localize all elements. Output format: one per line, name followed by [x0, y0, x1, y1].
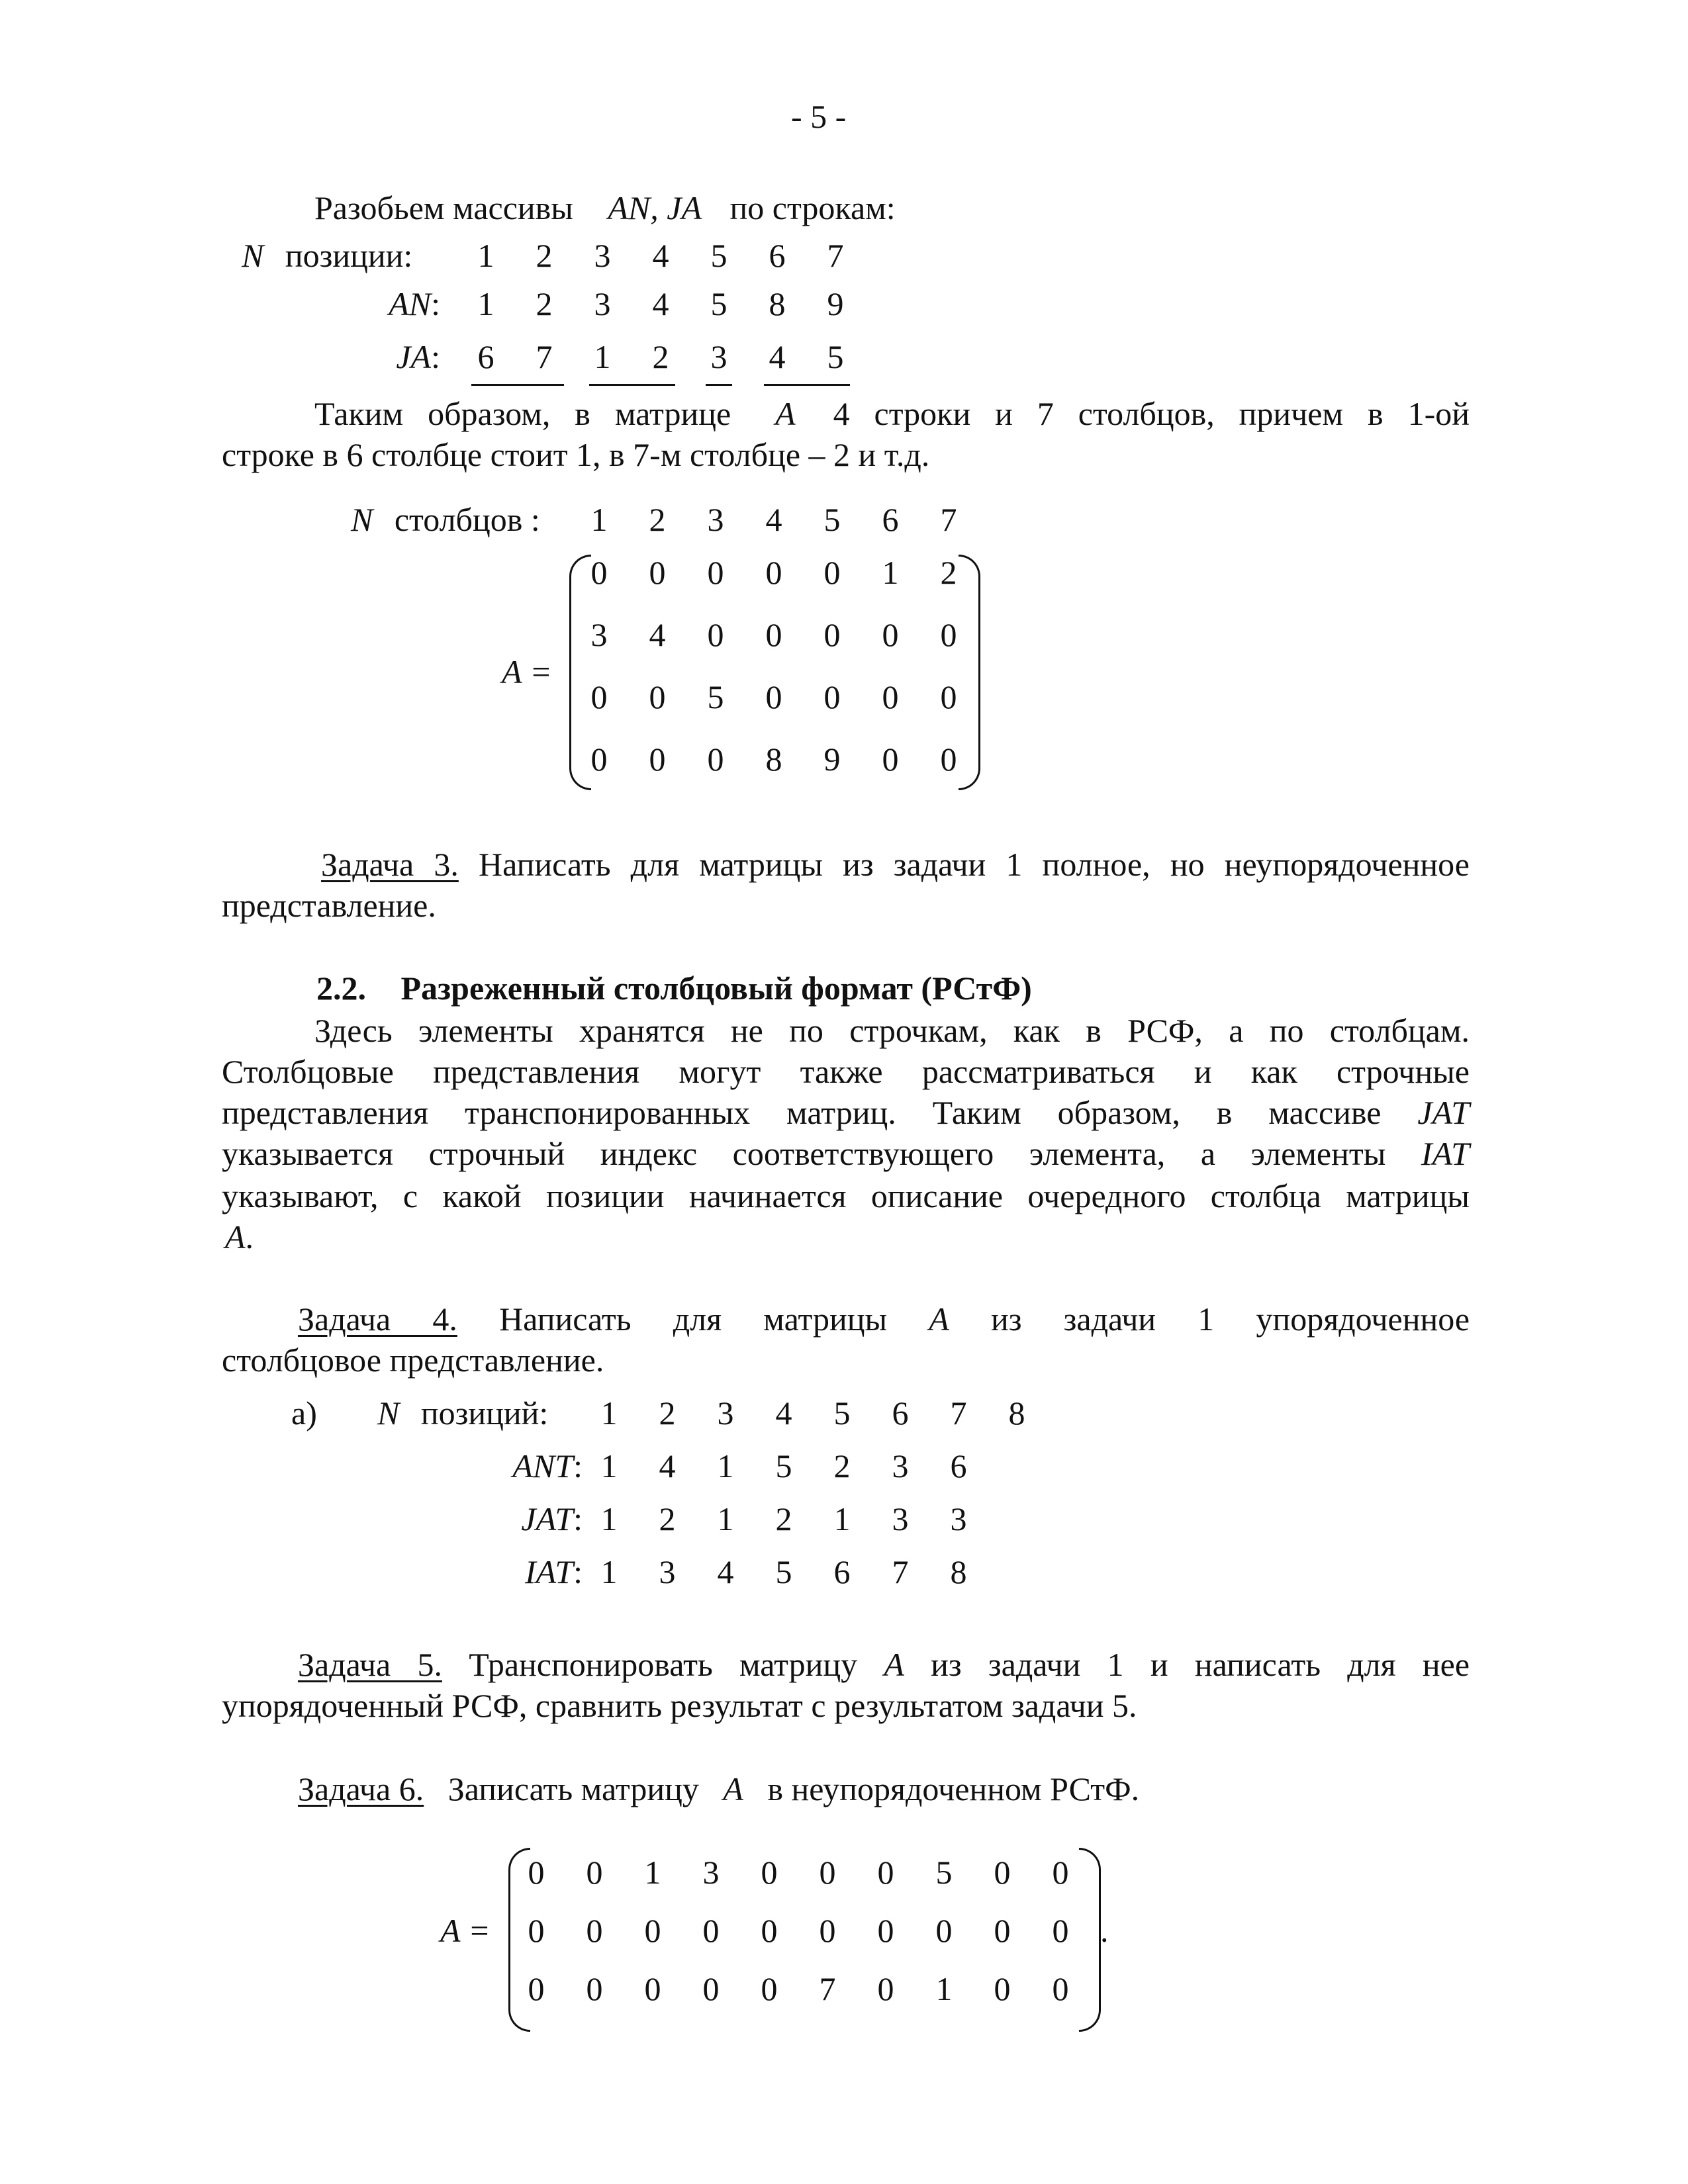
table1-row-ja-label: [396, 336, 440, 377]
matrix1-cell: 9: [823, 741, 841, 778]
a-symbol: A: [723, 1770, 743, 1807]
matrix2-cell: 0: [644, 1912, 661, 1949]
table1-cell: 2: [536, 285, 553, 322]
matrix1-cell: 0: [590, 554, 608, 591]
matrix1-cell: 0: [590, 741, 608, 778]
matrix1-cell: 8: [765, 741, 782, 778]
matrix1-cell: 3: [590, 616, 608, 653]
para2-text: Здесь элементы хранятся не по строчкам, как в РСФ, а по столбцам.: [314, 1012, 1470, 1049]
matrix1-cell: 0: [823, 678, 841, 715]
matrix1-cell: 0: [765, 678, 782, 715]
task6-text-b: в неупорядоченном РСтФ.: [767, 1770, 1140, 1807]
task5-line1: [222, 1644, 1470, 1685]
matrix2-cell: 3: [702, 1854, 720, 1891]
para1-text-b: 4 строки и 7 столбцов, причем в 1-ой: [833, 395, 1470, 432]
table2-cell: 4: [659, 1447, 676, 1484]
split-intro-text: Разобьем массивы: [314, 189, 573, 226]
table1-cell: 9: [827, 285, 844, 322]
matrix2-cell: 0: [702, 1912, 720, 1949]
matrix2-cell: 0: [528, 1912, 545, 1949]
table2-positions-label: [377, 1392, 548, 1433]
task5-text-a: Транспонировать матрицу: [469, 1646, 858, 1683]
matrix1-cell: 0: [707, 554, 724, 591]
table1-cell: 2: [652, 338, 669, 375]
task3-line1: [222, 844, 1470, 885]
table1-cell: 3: [594, 237, 611, 274]
split-intro-arrays: AN, JA: [608, 189, 702, 226]
table2-cell: 6: [892, 1394, 909, 1432]
matrix2-cell: 1: [644, 1854, 661, 1891]
table2-cell: 7: [950, 1394, 967, 1432]
positions-label: позиции:: [285, 237, 413, 274]
table1-cell: 2: [536, 237, 553, 274]
task4-text-b: из задачи 1 упорядоченное: [990, 1300, 1470, 1338]
group-underline: [589, 384, 675, 386]
table2-cell: 5: [775, 1447, 792, 1484]
matrix2-cell: 0: [819, 1912, 836, 1949]
matrix1-cell: 0: [765, 554, 782, 591]
matrix1-cell: 0: [649, 678, 666, 715]
matrix2-cell: 0: [994, 1854, 1011, 1891]
matrix2-cell: 5: [935, 1854, 953, 1891]
table2-cell: 8: [950, 1553, 967, 1590]
iat-symbol: IAT: [1421, 1135, 1470, 1172]
matrix2-cell: 0: [528, 1854, 545, 1891]
matrix2-cell: 0: [877, 1854, 894, 1891]
matrix1-label: A =: [502, 653, 552, 690]
table2-cell: 7: [892, 1553, 909, 1590]
task6-text-a: Записать матрицу: [447, 1770, 699, 1807]
task6-label: Задача 6.: [298, 1770, 424, 1807]
matrix1-cell: 2: [940, 554, 957, 591]
jat-label: JAT:: [521, 1500, 583, 1537]
split-intro-suffix: по строкам:: [729, 189, 896, 226]
table2-cell: 3: [717, 1394, 734, 1432]
matrix1-cell: 0: [649, 741, 666, 778]
para2-text: представления транспонированных матриц. Таким образом, в массиве: [222, 1094, 1382, 1131]
matrix1-cell: 0: [882, 616, 899, 653]
matrix2-cell: 1: [935, 1970, 953, 2007]
table2-cell: 2: [659, 1500, 676, 1537]
task4-text-a: Написать для матрицы: [499, 1300, 888, 1338]
matrix2-cell: 0: [702, 1970, 720, 2007]
section-number: 2.2.: [316, 970, 366, 1007]
task6-line: [298, 1768, 1139, 1809]
jat-symbol: JAT: [1417, 1094, 1470, 1131]
para2-line5: указывают, с какой позиции начинается описание очередного столбца матрицы: [222, 1177, 1470, 1214]
table2-cell: 6: [950, 1447, 967, 1484]
table2-cell: 5: [775, 1553, 792, 1590]
matrix2-cell: 0: [1052, 1970, 1069, 2007]
para2-text: указывается строчный индекс соответствующего элемента, а элементы: [222, 1135, 1386, 1172]
table1-cell: 7: [827, 237, 844, 274]
n-symbol: N: [351, 501, 373, 538]
n-symbol: N: [242, 237, 264, 274]
matrix2-cell: 0: [994, 1912, 1011, 1949]
matrix2-cell: 0: [877, 1970, 894, 2007]
table1-row-an-label: [389, 283, 440, 324]
matrix2-cell: 0: [819, 1854, 836, 1891]
task5-line2: упорядоченный РСФ, сравнить результат с результатом задачи 5.: [222, 1687, 1137, 1724]
a-symbol: A: [929, 1300, 949, 1338]
matrix1-col-header: 1: [590, 501, 608, 538]
table2-cell: 8: [1008, 1394, 1025, 1432]
table2-cell: 4: [717, 1553, 734, 1590]
table1-cell: 5: [710, 237, 727, 274]
positions-label: позиций:: [420, 1394, 549, 1432]
matrix2-cell: 0: [586, 1912, 603, 1949]
table2-cell: 3: [892, 1500, 909, 1537]
matrix2-cell: 0: [1052, 1854, 1069, 1891]
table1-cell: 1: [477, 237, 494, 274]
table1-cell: 4: [769, 338, 786, 375]
table2-cell: 1: [600, 1394, 618, 1432]
iat-symbol: IAT: [524, 1553, 574, 1590]
matrix2-cell: 0: [761, 1970, 778, 2007]
matrix2-end: .: [1100, 1912, 1109, 1949]
table1-cell: 6: [769, 237, 786, 274]
para2-line2: Столбцовые представления могут также рассматриваться и как строчные: [222, 1053, 1470, 1090]
section-title: Разреженный столбцовый формат (РСтФ): [400, 970, 1032, 1007]
n-symbol: N: [377, 1394, 400, 1432]
table2-cell: 1: [600, 1447, 618, 1484]
matrix1-cell: 0: [707, 616, 724, 653]
table1-cell: 3: [710, 338, 727, 375]
matrix1-col-header: 4: [765, 501, 782, 538]
matrix2-cell: 0: [586, 1970, 603, 2007]
matrix1-cell: 0: [823, 554, 841, 591]
ant-symbol: ANT: [512, 1447, 574, 1484]
table2-cell: 3: [950, 1500, 967, 1537]
table2-marker: а): [291, 1394, 317, 1432]
para2-line3: [222, 1092, 1470, 1133]
para2-line4: [222, 1133, 1470, 1174]
table1-cell: 1: [594, 338, 611, 375]
matrix1-cell: 0: [940, 678, 957, 715]
table1-cell: 6: [477, 338, 494, 375]
table2-cell: 2: [659, 1394, 676, 1432]
matrix2-cell: 0: [1052, 1912, 1069, 1949]
table2-cell: 3: [892, 1447, 909, 1484]
matrix1-col-header: 2: [649, 501, 666, 538]
matrix2-cell: 0: [586, 1854, 603, 1891]
matrix1-col-header: 6: [882, 501, 899, 538]
matrix1-cell: 4: [649, 616, 666, 653]
matrix2-label: A =: [440, 1912, 491, 1949]
table2-cell: 3: [659, 1553, 676, 1590]
matrix1-cell: 0: [940, 741, 957, 778]
task3-text: Написать для матрицы из задачи 1 полное, но неупорядоченное: [479, 846, 1470, 883]
table2-cell: 5: [833, 1394, 851, 1432]
matrix1-cell: 0: [823, 616, 841, 653]
matrix1-col-header: 3: [707, 501, 724, 538]
jat-symbol: JAT: [521, 1500, 574, 1537]
ant-label: ANT:: [512, 1447, 583, 1484]
task5-text-b: из задачи 1 и написать для нее: [931, 1646, 1470, 1683]
matrix1-cell: 0: [707, 741, 724, 778]
matrix2-cell: 0: [877, 1912, 894, 1949]
matrix1-cell: 1: [882, 554, 899, 591]
task4-label: Задача 4.: [298, 1300, 457, 1338]
table2-cell: 1: [833, 1500, 851, 1537]
page-number: - 5 -: [791, 98, 847, 135]
task3-line2: представление.: [222, 887, 436, 924]
matrix2-cell: 0: [761, 1912, 778, 1949]
group-underline: [471, 384, 564, 386]
para1-text-a: Таким образом, в матрице: [314, 395, 731, 432]
iat-label: IAT:: [524, 1553, 583, 1590]
matrix2-cell: 7: [819, 1970, 836, 2007]
matrix1-header-label: [351, 499, 540, 540]
table2-cell: 1: [600, 1500, 618, 1537]
table2-cell: 6: [833, 1553, 851, 1590]
task4-line2: столбцовое представление.: [222, 1342, 604, 1379]
task4-line1: [222, 1298, 1470, 1340]
para2-line1: [222, 1010, 1470, 1051]
task3-label: Задача 3.: [321, 846, 459, 883]
matrix1-cell: 0: [649, 554, 666, 591]
an-symbol: AN: [389, 285, 432, 322]
matrix2-cell: 0: [761, 1854, 778, 1891]
a-symbol: A: [225, 1218, 246, 1255]
matrix1-col-header: 7: [940, 501, 957, 538]
period: .: [245, 1218, 254, 1255]
table1-cell: 8: [769, 285, 786, 322]
table1-cell: 7: [536, 338, 553, 375]
para2-line6: [225, 1216, 254, 1257]
matrix1-cell: 0: [940, 616, 957, 653]
task5-label: Задача 5.: [298, 1646, 442, 1683]
group-underline: [764, 384, 850, 386]
matrix1-col-header: 5: [823, 501, 841, 538]
columns-label: столбцов :: [394, 501, 540, 538]
matrix1-cell: 5: [707, 678, 724, 715]
table1-cell: 5: [827, 338, 844, 375]
matrix1-cell: 0: [765, 616, 782, 653]
table1-row-positions-label: [242, 235, 412, 276]
table2-cell: 2: [833, 1447, 851, 1484]
split-intro: [314, 187, 896, 228]
matrix1-cell: 0: [882, 741, 899, 778]
matrix1-cell: 0: [590, 678, 608, 715]
table2-cell: 1: [717, 1447, 734, 1484]
table1-cell: 1: [477, 285, 494, 322]
table2-cell: 1: [717, 1500, 734, 1537]
section-heading: [316, 968, 1032, 1009]
matrix2-cell: 0: [935, 1912, 953, 1949]
matrix2-cell: 0: [528, 1970, 545, 2007]
para1-var: A: [775, 395, 796, 432]
table1-cell: 4: [652, 237, 669, 274]
matrix1-cell: 0: [882, 678, 899, 715]
colon: :: [431, 338, 440, 375]
table2-cell: 4: [775, 1394, 792, 1432]
group-underline: [706, 384, 732, 386]
para1-line1: [222, 393, 1470, 434]
ja-symbol: JA: [396, 338, 432, 375]
a-symbol: A: [884, 1646, 904, 1683]
table2-cell: 1: [600, 1553, 618, 1590]
table1-cell: 5: [710, 285, 727, 322]
matrix2-cell: 0: [994, 1970, 1011, 2007]
matrix2-cell: 0: [644, 1970, 661, 2007]
table1-cell: 3: [594, 285, 611, 322]
table2-cell: 2: [775, 1500, 792, 1537]
para1-line2: строке в 6 столбце стоит 1, в 7-м столбце – 2 и т.д.: [222, 436, 930, 473]
colon: :: [431, 285, 440, 322]
table1-cell: 4: [652, 285, 669, 322]
